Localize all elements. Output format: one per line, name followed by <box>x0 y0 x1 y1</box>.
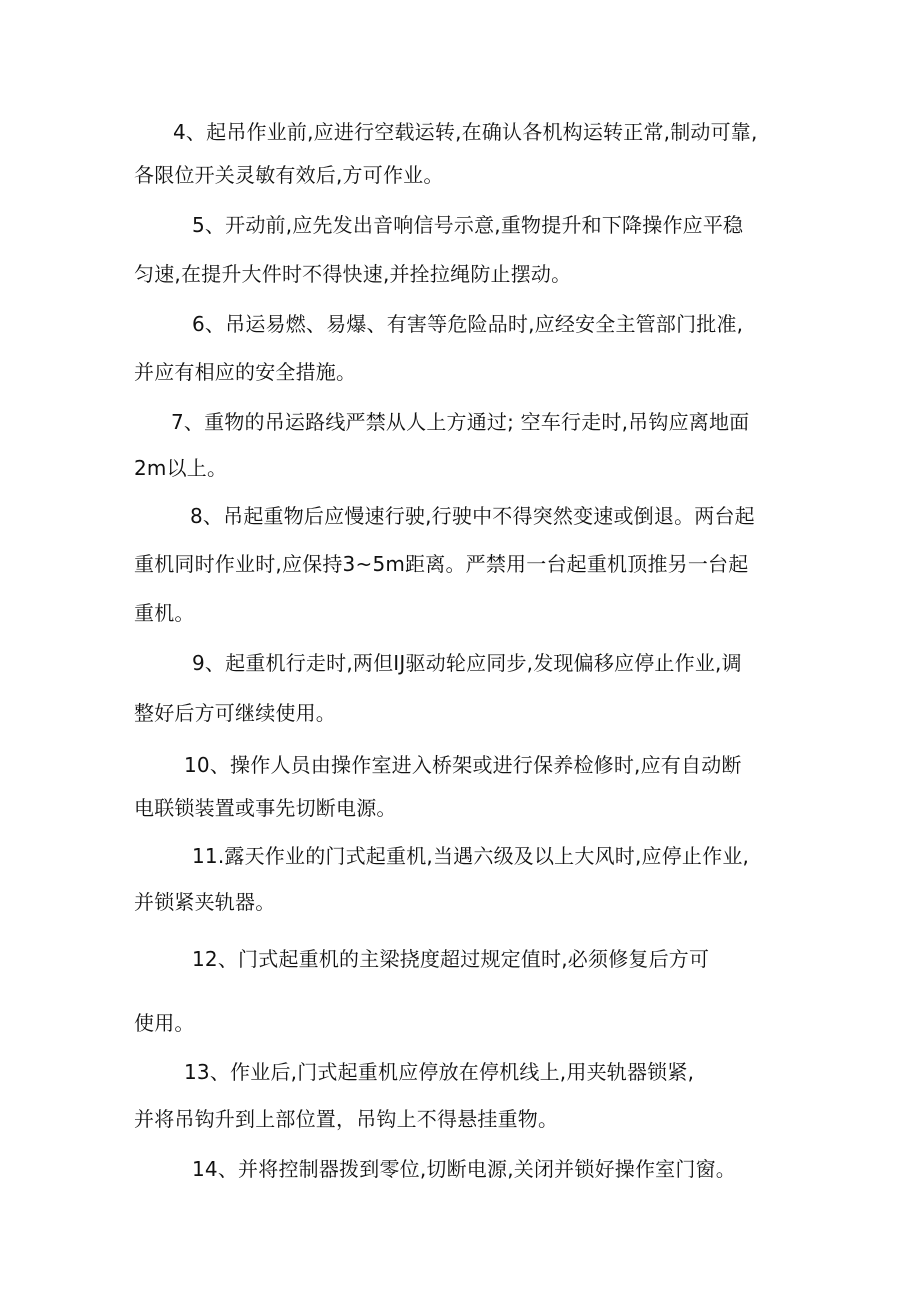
item-13-line-2: 并将吊钩升到上部位置，吊钩上不得悬挂重物。 <box>134 1107 559 1131</box>
item-5-line-2: 匀速,在提升大件时不得快速,并拴拉绳防止摆动。 <box>134 262 572 286</box>
item-5-line-1: 5、开动前,应先发出音响信号示意,重物提升和下降操作应平稳 <box>192 213 744 237</box>
item-7-line-2: 2m以上。 <box>134 456 228 480</box>
item-10-line-2: 电联锁装置或事先切断电源。 <box>134 796 397 820</box>
item-6-line-1: 6、吊运易燃、易爆、有害等危险品时,应经安全主管部门批准, <box>192 312 744 336</box>
item-4-line-1: 4、起吊作业前,应进行空载运转,在确认各机构运转正常,制动可靠, <box>173 120 758 144</box>
item-6-line-2: 并应有相应的安全措施。 <box>134 360 357 384</box>
item-7-line-1: 7、重物的吊运路线严禁从人上方通过; 空车行走时,吊钩应离地面 <box>171 410 750 434</box>
item-4-line-2: 各限位开关灵敏有效后,方可作业。 <box>134 163 444 187</box>
item-14-line-1: 14、并将控制器拨到零位,切断电源,关闭并锁好操作室门窗。 <box>192 1157 736 1181</box>
item-11-line-1: 11.露天作业的门式起重机,当遇六级及以上大风时,应停止作业, <box>192 844 750 868</box>
item-10-line-1: 10、操作人员由操作室进入桥架或进行保养检修时,应有自动断 <box>184 753 742 777</box>
item-12-line-2: 使用。 <box>134 1011 195 1035</box>
item-11-line-2: 并锁紧夹轨器。 <box>134 890 276 914</box>
item-13-line-1: 13、作业后,门式起重机应停放在停机线上,用夹轨器锁紧, <box>184 1060 695 1084</box>
item-8-line-2: 重机同时作业时,应保持3~5m距离。严禁用一台起重机顶推另一台起 <box>134 552 749 576</box>
item-12-line-1: 12、门式起重机的主梁挠度超过规定值时,必须修复后方可 <box>192 947 710 971</box>
item-8-line-3: 重机。 <box>134 601 195 625</box>
item-8-line-1: 8、吊起重物后应慢速行驶,行驶中不得突然变速或倒退。两台起 <box>190 504 755 528</box>
item-9-line-2: 整好后方可继续使用。 <box>134 701 336 725</box>
item-9-line-1: 9、起重机行走时,两但IJ驱动轮应同步,发现偏移应停止作业,调 <box>192 651 742 675</box>
